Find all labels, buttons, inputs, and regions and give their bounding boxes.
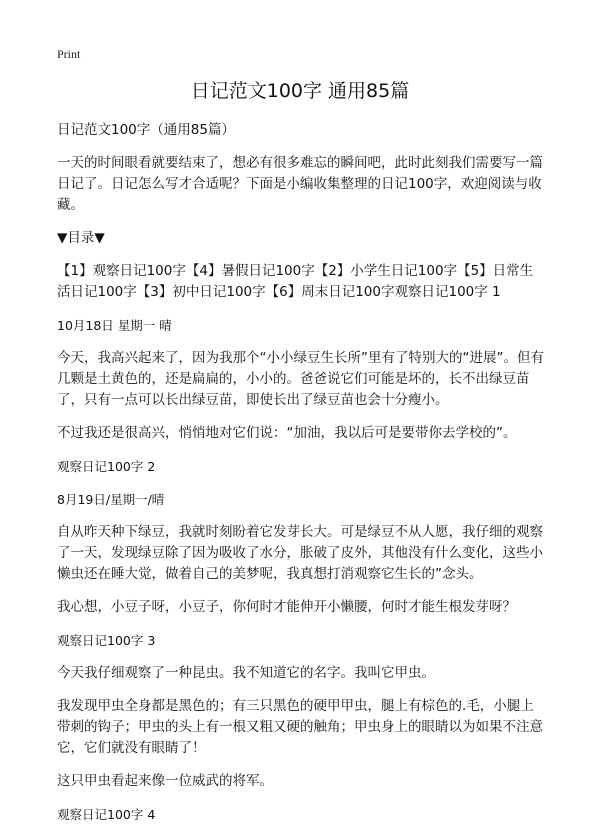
subtitle-paragraph: 日记范文100字（通用85篇） bbox=[57, 122, 235, 138]
entry-paragraph: 我心想，小豆子呀，小豆子，你何时才能伸开小懒腰，何时才能生根发芽呀？ bbox=[57, 599, 516, 615]
page-title: 日记范文100字 通用85篇 bbox=[190, 80, 410, 102]
entry-paragraph: 不过我还是很高兴，悄悄地对它们说：“加油，我以后可是要带你去学校的”。 bbox=[57, 425, 517, 441]
section-heading: 观察日记100字 4 bbox=[57, 807, 156, 822]
intro-paragraph: 一天的时间眼看就要结束了，想必有很多难忘的瞬间吧，此时此刻我们需要写一篇日记了。日记怎么写才合适呢？下面是小编收集整理的日记100字，欢迎阅读与收藏。 bbox=[57, 155, 543, 213]
entry-paragraph: 我发现甲虫全身都是黑色的；有三只黑色的硬甲甲虫，腿上有棕色的.毛，小腿上带刺的钩子；甲虫的头上有一根又粗又硬的触角；甲虫身上的眼睛以为如果不注意它，它们就没有眼睛了！ bbox=[57, 698, 543, 756]
entry-date: 10月18日 星期一 晴 bbox=[57, 318, 172, 333]
entry-paragraph: 今天，我高兴起来了，因为我那个“小小绿豆生长所”里有了特别大的“进展”。但有几颗是土黄色的，还是扁扁的，小小的。爸爸说它们可能是坏的，长不出绿豆苗了，只有一点可以长出绿豆苗，即使长出了绿豆苗也会十分瘦小。 bbox=[57, 350, 544, 408]
toc-links[interactable]: 【1】观察日记100字【4】暑假日记100字【2】小学生日记100字【5】日常生活日记100字【3】初中日记100字【6】周末日记100字观察日记100字 1 bbox=[57, 263, 534, 300]
section-heading: 观察日记100字 2 bbox=[57, 459, 156, 474]
document-body bbox=[57, 120, 545, 825]
section-heading: 观察日记100字 3 bbox=[57, 633, 156, 648]
entry-paragraph: 这只甲虫看起来像一位威武的将军。 bbox=[57, 773, 273, 789]
print-link[interactable]: Print bbox=[57, 47, 81, 61]
toc-heading: ▼目录▼ bbox=[57, 230, 105, 246]
entry-date: 8月19日/星期一/晴 bbox=[57, 492, 165, 507]
entry-paragraph: 今天我仔细观察了一种昆虫。我不知道它的名字。我叫它甲虫。 bbox=[57, 665, 435, 681]
entry-paragraph: 自从昨天种下绿豆，我就时刻盼着它发芽长大。可是绿豆不从人愿，我仔细的观察了一天，发现绿豆除了因为吸收了水分，胀破了皮外，其他没有什么变化，这些小懒虫还在睡大觉，做着自己的美梦呢，我真想打消观察它生长的”念头。 bbox=[57, 524, 543, 582]
